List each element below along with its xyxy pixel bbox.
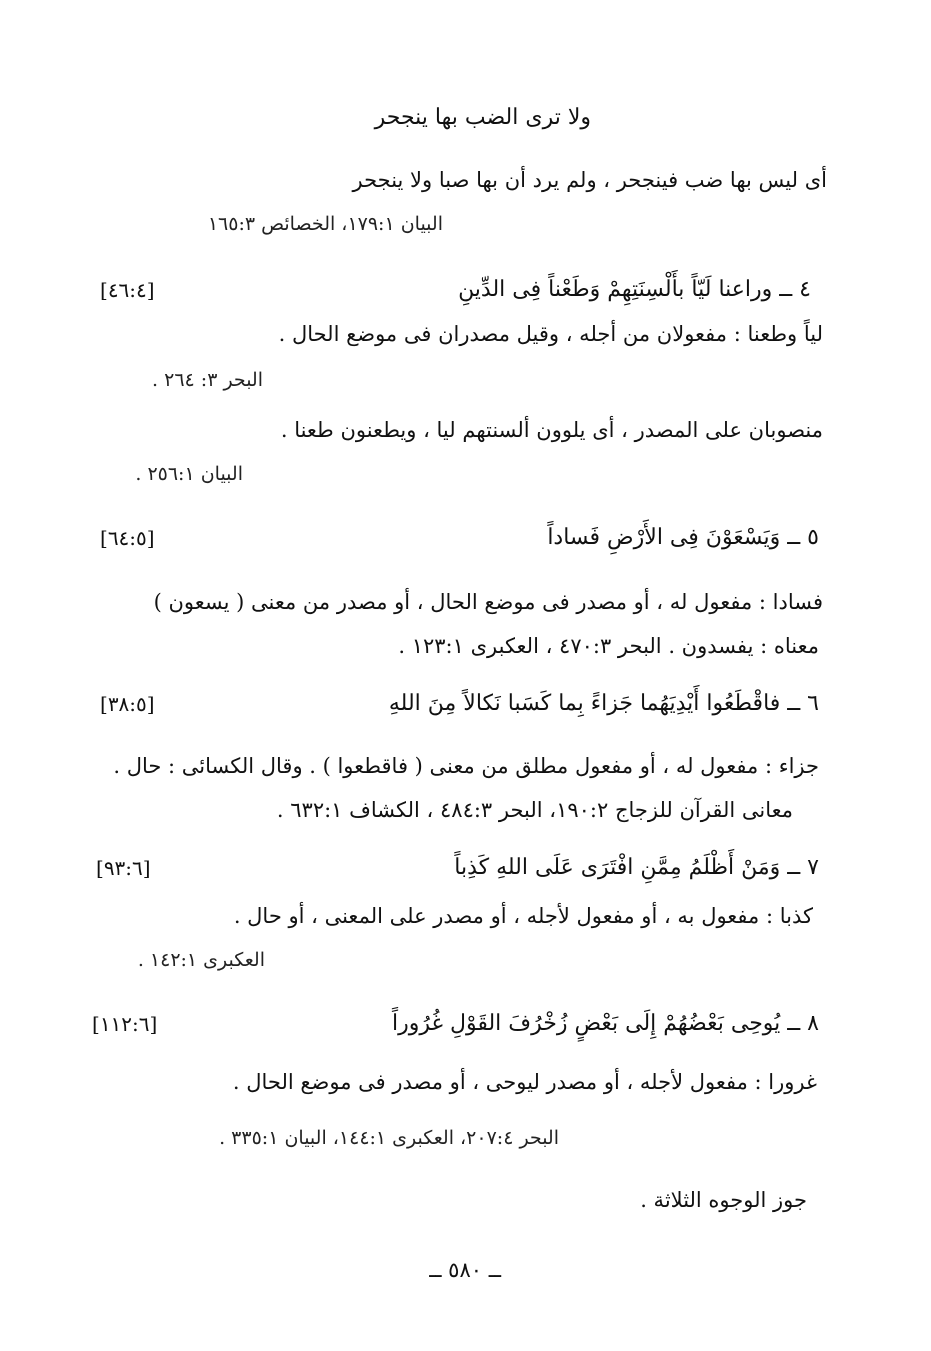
top-verse-line: ولا ترى الضب بها ينجحر [374,105,591,130]
note-5a: فسادا : مفعول له ، أو مصدر فى موضع الحال ، أو مصدر من معنى ( يسعون ) [153,590,823,614]
verse-6: ٦ ــ فاقْطَعُوا أَيْدِيَهُما جَزاءً بِما كَسَبا نَكالاً مِنَ اللهِ [388,691,819,716]
reference-8a: البحر ٢٠٧:٤، العكبرى ١٤٤:١، البيان ٣٣٥:١ . [219,1127,559,1149]
verse-4-reference: [٤٦:٤] [100,278,155,302]
verse-5-reference: [٦٤:٥] [100,526,155,550]
page-number: ــ ٥٨٠ ــ [429,1258,501,1282]
verse-7: ٧ ــ وَمَنْ أَظْلَمُ مِمَّنِ افْتَرَى عَلَى اللهِ كَذِباً [454,855,819,880]
verse-5: ٥ ــ وَيَسْعَوْنَ فِى الأَرْضِ فَساداً [547,525,819,550]
reference-4b: البيان ٢٥٦:١ . [135,463,243,485]
verse-8: ٨ ــ يُوحِى بَعْضُهُمْ إِلَى بَعْضٍ زُخْرُفَ القَوْلِ غُرُوراً [392,1011,819,1036]
verse-7-reference: [٩٣:٦] [96,856,151,880]
note-1: أى ليس بها ضب فينجحر ، ولم يرد أن بها صبا ولا ينجحر [352,168,827,192]
note-5b: معناه : يفسدون . البحر ٤٧٠:٣ ، العكبرى ١٢٣:١ . [398,634,819,658]
note-6b: معانى القرآن للزجاج ١٩٠:٢، البحر ٤٨٤:٣ ، الكشاف ٦٣٢:١ . [276,798,793,822]
verse-6-reference: [٣٨:٥] [100,692,155,716]
reference-4a: البحر ٣: ٢٦٤ . [152,369,263,391]
note-4b: منصوبان على المصدر ، أى يلوون ألسنتهم ليا ، ويطعنون طعنا . [280,418,823,442]
verse-8-reference: [١١٢:٦] [92,1012,158,1036]
note-8a: غرورا : مفعول لأجله ، أو مصدر ليوحى ، أو مصدر فى موضع الحال . [232,1070,817,1094]
note-6a: جزاء : مفعول له ، أو مفعول مطلق من معنى ( فاقطعوا ) . وقال الكسائى : حال . [113,754,819,778]
verse-4: ٤ ــ وراعنا لَيّاً بأَلْسِنَتِهِمْ وَطَعْناً فِى الدِّينِ [458,277,811,302]
note-7a: كذبا : مفعول به ، أو مفعول لأجله ، أو مصدر على المعنى ، أو حال . [233,904,813,928]
reference-7a: العكبرى ١٤٢:١ . [137,949,265,971]
reference-1: البيان ١٧٩:١، الخصائص ١٦٥:٣ [207,213,443,235]
note-4a: لياً وطعنا : مفعولان من أجله ، وقيل مصدران فى موضع الحال . [278,322,823,346]
note-8b: جوز الوجوه الثلاثة . [640,1188,807,1212]
